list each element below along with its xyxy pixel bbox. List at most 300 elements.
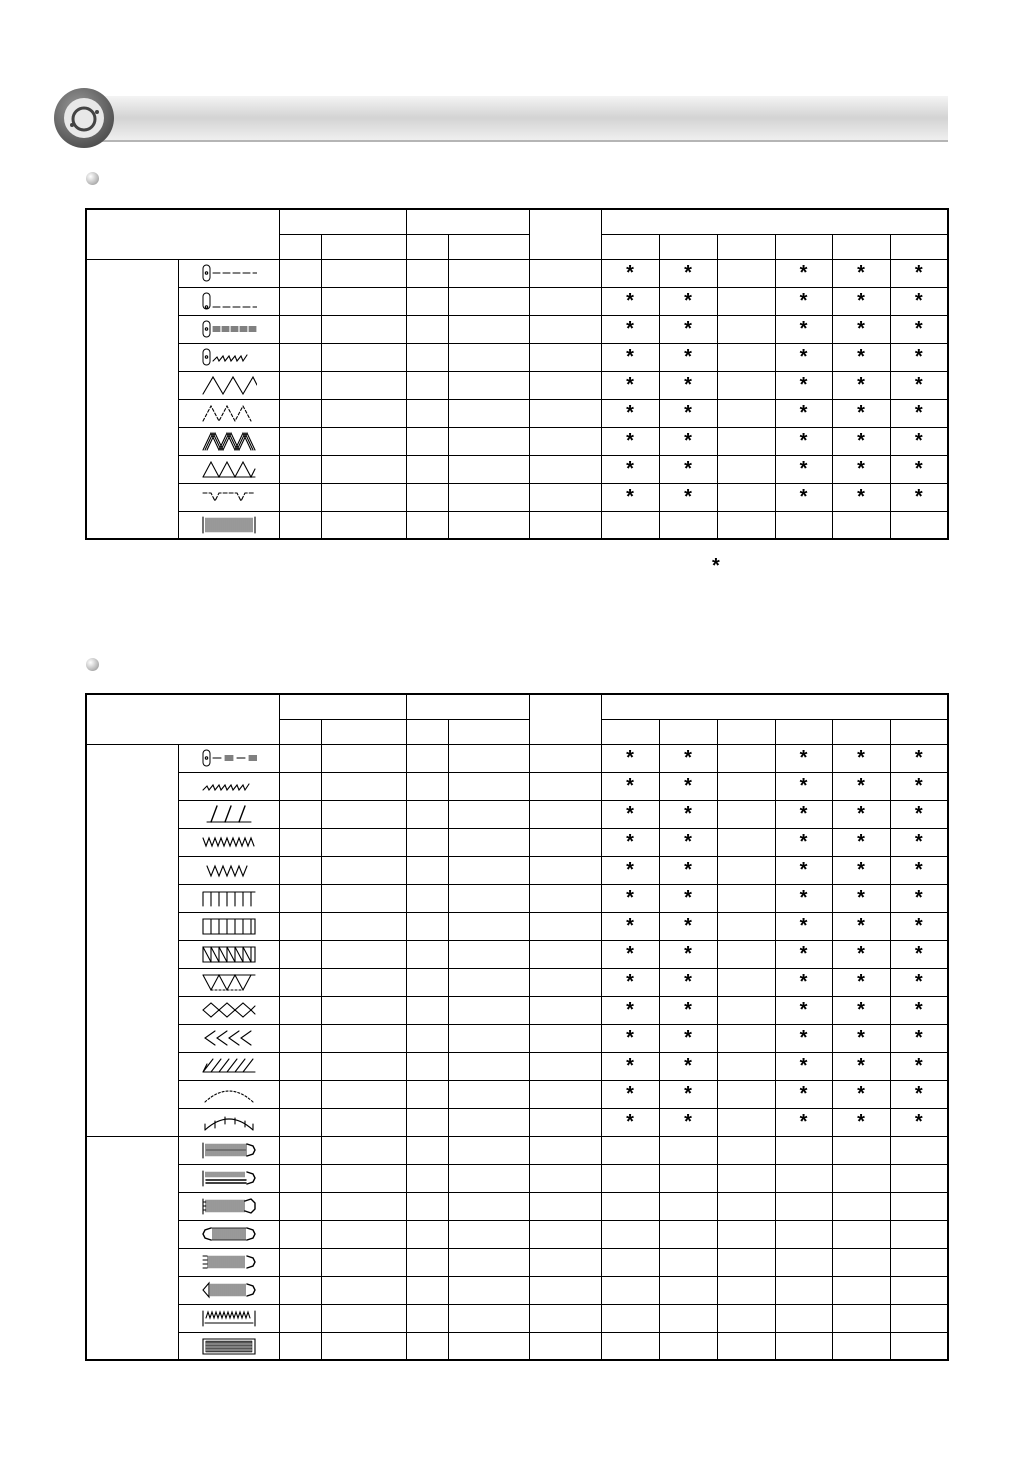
setting-cell bbox=[406, 1192, 448, 1220]
star-mark: * bbox=[799, 943, 808, 965]
foot-mark-cell bbox=[775, 455, 832, 483]
setting-cell bbox=[529, 511, 601, 539]
slant-stitch-icon bbox=[201, 776, 257, 796]
foot-mark-cell bbox=[659, 371, 717, 399]
stitch-pattern-cell bbox=[178, 1276, 279, 1304]
setting-cell bbox=[406, 483, 448, 511]
star-mark: * bbox=[626, 999, 634, 1021]
star-mark: * bbox=[857, 374, 865, 396]
setting-cell bbox=[529, 1136, 601, 1164]
setting-cell bbox=[406, 1080, 448, 1108]
star-mark: * bbox=[684, 1055, 692, 1077]
foot-mark-cell bbox=[890, 772, 948, 800]
setting-cell bbox=[279, 1052, 321, 1080]
star-mark: * bbox=[799, 318, 808, 340]
star-mark: * bbox=[684, 887, 692, 909]
foot-mark-cell bbox=[890, 259, 948, 287]
stitch-pattern-cell bbox=[178, 912, 279, 940]
subheader-cell bbox=[448, 234, 529, 259]
star-mark: * bbox=[914, 747, 923, 769]
star-mark: * bbox=[914, 859, 923, 881]
foot-mark-cell bbox=[659, 800, 717, 828]
foot-mark-cell bbox=[659, 1332, 717, 1360]
setting-cell bbox=[321, 1304, 406, 1332]
foot-mark-cell bbox=[601, 744, 659, 772]
setting-cell bbox=[448, 1164, 529, 1192]
subheader-cell bbox=[832, 719, 890, 744]
foot-mark-cell bbox=[775, 315, 832, 343]
setting-cell bbox=[529, 1192, 601, 1220]
star-mark: * bbox=[684, 374, 692, 396]
foot-mark-cell bbox=[890, 940, 948, 968]
foot-mark-cell bbox=[775, 399, 832, 427]
table-row bbox=[86, 343, 948, 371]
foot-mark-cell bbox=[775, 1276, 832, 1304]
setting-cell bbox=[406, 828, 448, 856]
header-pattern-cell bbox=[86, 694, 279, 744]
star-mark: * bbox=[914, 775, 923, 797]
star-mark: * bbox=[914, 915, 923, 937]
foot-mark-cell bbox=[832, 1080, 890, 1108]
foot-mark-cell bbox=[775, 1332, 832, 1360]
foot-mark-cell bbox=[659, 511, 717, 539]
foot-mark-cell bbox=[659, 1164, 717, 1192]
star-mark: * bbox=[799, 262, 808, 284]
star-mark: * bbox=[799, 887, 808, 909]
star-mark: * bbox=[626, 486, 634, 508]
setting-cell bbox=[406, 1108, 448, 1136]
setting-cell bbox=[321, 940, 406, 968]
stitch-table-1 bbox=[85, 208, 949, 540]
foot-mark-cell bbox=[659, 1024, 717, 1052]
foot-mark-cell bbox=[717, 996, 775, 1024]
foot-mark-cell bbox=[775, 996, 832, 1024]
table-row bbox=[86, 399, 948, 427]
setting-cell bbox=[321, 912, 406, 940]
star-mark: * bbox=[857, 915, 865, 937]
subheader-cell bbox=[279, 719, 321, 744]
blind-hem-stitch-icon bbox=[201, 487, 257, 507]
star-mark: * bbox=[857, 402, 865, 424]
table-2-body bbox=[86, 694, 948, 1360]
stitch-pattern-cell bbox=[178, 1220, 279, 1248]
setting-cell bbox=[448, 800, 529, 828]
star-mark: * bbox=[857, 971, 865, 993]
table-row bbox=[86, 968, 948, 996]
foot-mark-cell bbox=[832, 511, 890, 539]
setting-cell bbox=[448, 1108, 529, 1136]
foot-mark-cell bbox=[832, 968, 890, 996]
subheader-cell bbox=[321, 719, 406, 744]
setting-cell bbox=[279, 1332, 321, 1360]
stitch-pattern-cell bbox=[178, 1164, 279, 1192]
stitch-pattern-cell bbox=[178, 1024, 279, 1052]
foot-mark-cell bbox=[832, 912, 890, 940]
stitch-pattern-cell bbox=[178, 343, 279, 371]
star-mark: * bbox=[626, 803, 634, 825]
setting-cell bbox=[448, 884, 529, 912]
setting-cell bbox=[448, 483, 529, 511]
setting-cell bbox=[279, 427, 321, 455]
foot-mark-cell bbox=[775, 1220, 832, 1248]
foot-mark-cell bbox=[890, 371, 948, 399]
foot-mark-cell bbox=[659, 744, 717, 772]
foot-mark-cell bbox=[832, 259, 890, 287]
star-mark: * bbox=[626, 887, 634, 909]
foot-mark-cell bbox=[659, 828, 717, 856]
setting-cell bbox=[279, 1276, 321, 1304]
setting-cell bbox=[321, 1164, 406, 1192]
foot-mark-cell bbox=[601, 1192, 659, 1220]
subheader-cell bbox=[659, 234, 717, 259]
setting-cell bbox=[406, 1332, 448, 1360]
foot-mark-cell bbox=[717, 800, 775, 828]
star-mark: * bbox=[799, 430, 808, 452]
star-mark: * bbox=[914, 887, 923, 909]
star-mark: * bbox=[799, 999, 808, 1021]
foot-mark-cell bbox=[601, 1164, 659, 1192]
foot-mark-cell bbox=[775, 371, 832, 399]
foot-mark-cell bbox=[659, 968, 717, 996]
star-mark: * bbox=[626, 971, 634, 993]
setting-cell bbox=[321, 1080, 406, 1108]
setting-cell bbox=[321, 483, 406, 511]
foot-mark-cell bbox=[890, 287, 948, 315]
table-row bbox=[86, 371, 948, 399]
setting-cell bbox=[406, 800, 448, 828]
setting-cell bbox=[406, 912, 448, 940]
star-mark: * bbox=[857, 430, 865, 452]
buttonhole-stretch-icon bbox=[201, 1252, 257, 1272]
star-mark: * bbox=[799, 803, 808, 825]
setting-cell bbox=[448, 968, 529, 996]
foot-mark-cell bbox=[601, 884, 659, 912]
stitch-pattern-cell bbox=[178, 399, 279, 427]
table-row bbox=[86, 1052, 948, 1080]
foot-mark-cell bbox=[832, 287, 890, 315]
darning-stitch-icon bbox=[201, 1336, 257, 1356]
stitch-pattern-cell bbox=[178, 287, 279, 315]
foot-mark-cell bbox=[890, 1220, 948, 1248]
foot-mark-cell bbox=[890, 399, 948, 427]
foot-mark-cell bbox=[775, 1108, 832, 1136]
triangle-stitch-icon bbox=[201, 972, 257, 992]
stitch-pattern-cell bbox=[178, 828, 279, 856]
header-group-a bbox=[279, 694, 406, 719]
setting-cell bbox=[406, 259, 448, 287]
star-mark: * bbox=[799, 747, 808, 769]
foot-mark-cell bbox=[717, 343, 775, 371]
foot-mark-cell bbox=[832, 940, 890, 968]
stitch-pattern-cell bbox=[178, 315, 279, 343]
setting-cell bbox=[448, 1220, 529, 1248]
foot-mark-cell bbox=[601, 315, 659, 343]
foot-mark-cell bbox=[775, 511, 832, 539]
foot-mark-cell bbox=[890, 1332, 948, 1360]
table-row bbox=[86, 1108, 948, 1136]
setting-cell bbox=[321, 455, 406, 483]
setting-cell bbox=[406, 744, 448, 772]
stitch-pattern-cell bbox=[178, 1080, 279, 1108]
foot-mark-cell bbox=[601, 800, 659, 828]
straight-triple-mix-icon bbox=[201, 748, 257, 768]
setting-cell bbox=[279, 1220, 321, 1248]
stitch-pattern-cell bbox=[178, 371, 279, 399]
stitch-pattern-cell bbox=[178, 1136, 279, 1164]
setting-cell bbox=[279, 399, 321, 427]
star-mark: * bbox=[857, 486, 865, 508]
setting-cell bbox=[529, 884, 601, 912]
setting-cell bbox=[448, 744, 529, 772]
star-mark: * bbox=[914, 1027, 923, 1049]
star-mark: * bbox=[684, 486, 692, 508]
stitch-pattern-cell bbox=[178, 1192, 279, 1220]
star-mark: * bbox=[857, 1083, 865, 1105]
star-mark: * bbox=[626, 402, 634, 424]
section-header-bar bbox=[82, 96, 948, 142]
subheader-cell bbox=[601, 719, 659, 744]
setting-cell bbox=[529, 912, 601, 940]
star-mark: * bbox=[914, 971, 923, 993]
stitch-pattern-cell bbox=[178, 940, 279, 968]
foot-mark-cell bbox=[832, 1248, 890, 1276]
setting-cell bbox=[279, 1192, 321, 1220]
star-mark: * bbox=[684, 831, 692, 853]
setting-cell bbox=[406, 343, 448, 371]
star-mark: * bbox=[914, 458, 923, 480]
star-mark: * bbox=[857, 1111, 865, 1133]
setting-cell bbox=[448, 940, 529, 968]
star-mark: * bbox=[799, 1055, 808, 1077]
star-mark: * bbox=[626, 458, 634, 480]
star-mark: * bbox=[857, 887, 865, 909]
setting-cell bbox=[529, 940, 601, 968]
foot-mark-cell bbox=[601, 856, 659, 884]
foot-mark-cell bbox=[775, 1052, 832, 1080]
foot-mark-cell bbox=[717, 744, 775, 772]
setting-cell bbox=[321, 371, 406, 399]
stitch-pattern-cell bbox=[178, 744, 279, 772]
buttonhole-double-round-icon bbox=[201, 1224, 257, 1244]
foot-mark-cell bbox=[717, 1136, 775, 1164]
foot-mark-cell bbox=[890, 744, 948, 772]
setting-cell bbox=[279, 1136, 321, 1164]
star-mark: * bbox=[684, 1083, 692, 1105]
table-row bbox=[86, 1276, 948, 1304]
foot-mark-cell bbox=[717, 968, 775, 996]
setting-cell bbox=[529, 1304, 601, 1332]
stitch-pattern-cell bbox=[178, 856, 279, 884]
table-row bbox=[86, 287, 948, 315]
table-row bbox=[86, 912, 948, 940]
foot-mark-cell bbox=[659, 1304, 717, 1332]
setting-cell bbox=[448, 772, 529, 800]
setting-cell bbox=[321, 1108, 406, 1136]
foot-mark-cell bbox=[890, 343, 948, 371]
foot-mark-cell bbox=[832, 856, 890, 884]
foot-mark-cell bbox=[717, 1108, 775, 1136]
setting-cell bbox=[529, 259, 601, 287]
triple-zigzag-icon bbox=[201, 431, 257, 451]
foot-mark-cell bbox=[717, 1220, 775, 1248]
star-mark: * bbox=[684, 318, 692, 340]
star-mark: * bbox=[799, 1027, 808, 1049]
foot-mark-cell bbox=[717, 884, 775, 912]
foot-mark-cell bbox=[601, 1136, 659, 1164]
header-group-d bbox=[601, 694, 948, 719]
table-row bbox=[86, 884, 948, 912]
foot-mark-cell bbox=[659, 315, 717, 343]
star-mark: * bbox=[857, 318, 865, 340]
setting-cell bbox=[406, 1276, 448, 1304]
setting-cell bbox=[529, 371, 601, 399]
stitch-pattern-cell bbox=[178, 511, 279, 539]
foot-mark-cell bbox=[717, 940, 775, 968]
foot-mark-cell bbox=[890, 996, 948, 1024]
foot-mark-cell bbox=[601, 1248, 659, 1276]
straight-stitch-center-icon bbox=[201, 291, 257, 311]
setting-cell bbox=[529, 343, 601, 371]
row-group-cell bbox=[86, 259, 178, 539]
setting-cell bbox=[406, 856, 448, 884]
foot-mark-cell bbox=[659, 912, 717, 940]
foot-mark-cell bbox=[890, 828, 948, 856]
setting-cell bbox=[279, 287, 321, 315]
stitch-pattern-cell bbox=[178, 483, 279, 511]
foot-mark-cell bbox=[601, 287, 659, 315]
setting-cell bbox=[321, 287, 406, 315]
foot-mark-cell bbox=[601, 828, 659, 856]
table-row bbox=[86, 315, 948, 343]
foot-mark-cell bbox=[832, 828, 890, 856]
foot-mark-cell bbox=[717, 1248, 775, 1276]
setting-cell bbox=[529, 427, 601, 455]
triple-straight-stitch-icon bbox=[201, 319, 257, 339]
setting-cell bbox=[529, 455, 601, 483]
star-mark: * bbox=[626, 262, 634, 284]
foot-mark-cell bbox=[659, 455, 717, 483]
table-row bbox=[86, 744, 948, 772]
three-step-zigzag-icon bbox=[201, 403, 257, 423]
table-row bbox=[86, 1304, 948, 1332]
foot-mark-cell bbox=[890, 315, 948, 343]
table-row bbox=[86, 1192, 948, 1220]
foot-mark-cell bbox=[775, 1080, 832, 1108]
foot-mark-cell bbox=[717, 399, 775, 427]
foot-mark-cell bbox=[890, 1164, 948, 1192]
stitch-pattern-cell bbox=[178, 772, 279, 800]
feather-zigzag-icon bbox=[201, 832, 257, 852]
foot-mark-cell bbox=[659, 884, 717, 912]
stitch-pattern-cell bbox=[178, 884, 279, 912]
star-mark: * bbox=[914, 262, 923, 284]
setting-cell bbox=[279, 511, 321, 539]
star-mark: * bbox=[857, 775, 865, 797]
star-mark: * bbox=[914, 486, 923, 508]
foot-mark-cell bbox=[659, 483, 717, 511]
foot-mark-cell bbox=[659, 1248, 717, 1276]
setting-cell bbox=[321, 800, 406, 828]
cross-stitch-icon bbox=[201, 1000, 257, 1020]
foot-mark-cell bbox=[601, 940, 659, 968]
subheader-cell bbox=[406, 719, 448, 744]
table-row bbox=[86, 1024, 948, 1052]
setting-cell bbox=[406, 1304, 448, 1332]
foot-mark-cell bbox=[832, 455, 890, 483]
foot-mark-cell bbox=[832, 1332, 890, 1360]
table-row bbox=[86, 996, 948, 1024]
foot-mark-cell bbox=[717, 1080, 775, 1108]
setting-cell bbox=[448, 259, 529, 287]
foot-mark-cell bbox=[890, 968, 948, 996]
setting-cell bbox=[406, 940, 448, 968]
setting-cell bbox=[406, 1136, 448, 1164]
setting-cell bbox=[279, 940, 321, 968]
foot-mark-cell bbox=[775, 744, 832, 772]
setting-cell bbox=[321, 1192, 406, 1220]
foot-mark-cell bbox=[659, 856, 717, 884]
setting-cell bbox=[406, 1248, 448, 1276]
setting-cell bbox=[321, 828, 406, 856]
stitch-pattern-cell bbox=[178, 427, 279, 455]
foot-mark-cell bbox=[659, 1080, 717, 1108]
foot-mark-cell bbox=[659, 940, 717, 968]
star-mark: * bbox=[857, 1027, 865, 1049]
setting-cell bbox=[448, 455, 529, 483]
star-mark: * bbox=[684, 430, 692, 452]
star-mark: * bbox=[914, 374, 923, 396]
setting-cell bbox=[321, 511, 406, 539]
setting-cell bbox=[406, 287, 448, 315]
foot-mark-cell bbox=[832, 371, 890, 399]
foot-mark-cell bbox=[601, 912, 659, 940]
foot-mark-cell bbox=[832, 1108, 890, 1136]
setting-cell bbox=[321, 744, 406, 772]
setting-cell bbox=[406, 772, 448, 800]
table-row bbox=[86, 455, 948, 483]
star-mark: * bbox=[914, 1055, 923, 1077]
star-mark: * bbox=[799, 1083, 808, 1105]
setting-cell bbox=[406, 968, 448, 996]
feather-arrow-stitch-icon bbox=[201, 1056, 257, 1076]
stitch-pattern-cell bbox=[178, 1052, 279, 1080]
setting-cell bbox=[279, 968, 321, 996]
setting-cell bbox=[529, 996, 601, 1024]
star-mark: * bbox=[684, 971, 692, 993]
foot-mark-cell bbox=[775, 1192, 832, 1220]
star-mark: * bbox=[799, 374, 808, 396]
foot-mark-cell bbox=[775, 287, 832, 315]
star-mark: * bbox=[684, 1027, 692, 1049]
slant-baseline-stitch-icon bbox=[201, 804, 257, 824]
presser-foot-icon bbox=[54, 88, 114, 148]
star-mark: * bbox=[914, 430, 923, 452]
setting-cell bbox=[529, 1052, 601, 1080]
setting-cell bbox=[448, 996, 529, 1024]
star-mark: * bbox=[857, 831, 865, 853]
setting-cell bbox=[529, 399, 601, 427]
star-mark: * bbox=[626, 915, 634, 937]
buttonhole-round-bar-icon bbox=[201, 1168, 257, 1188]
foot-mark-cell bbox=[890, 1108, 948, 1136]
subheader-cell bbox=[321, 234, 406, 259]
foot-mark-cell bbox=[717, 1164, 775, 1192]
star-mark: * bbox=[626, 430, 634, 452]
setting-cell bbox=[529, 968, 601, 996]
stitch-pattern-cell bbox=[178, 1332, 279, 1360]
setting-cell bbox=[321, 259, 406, 287]
star-mark: * bbox=[857, 346, 865, 368]
